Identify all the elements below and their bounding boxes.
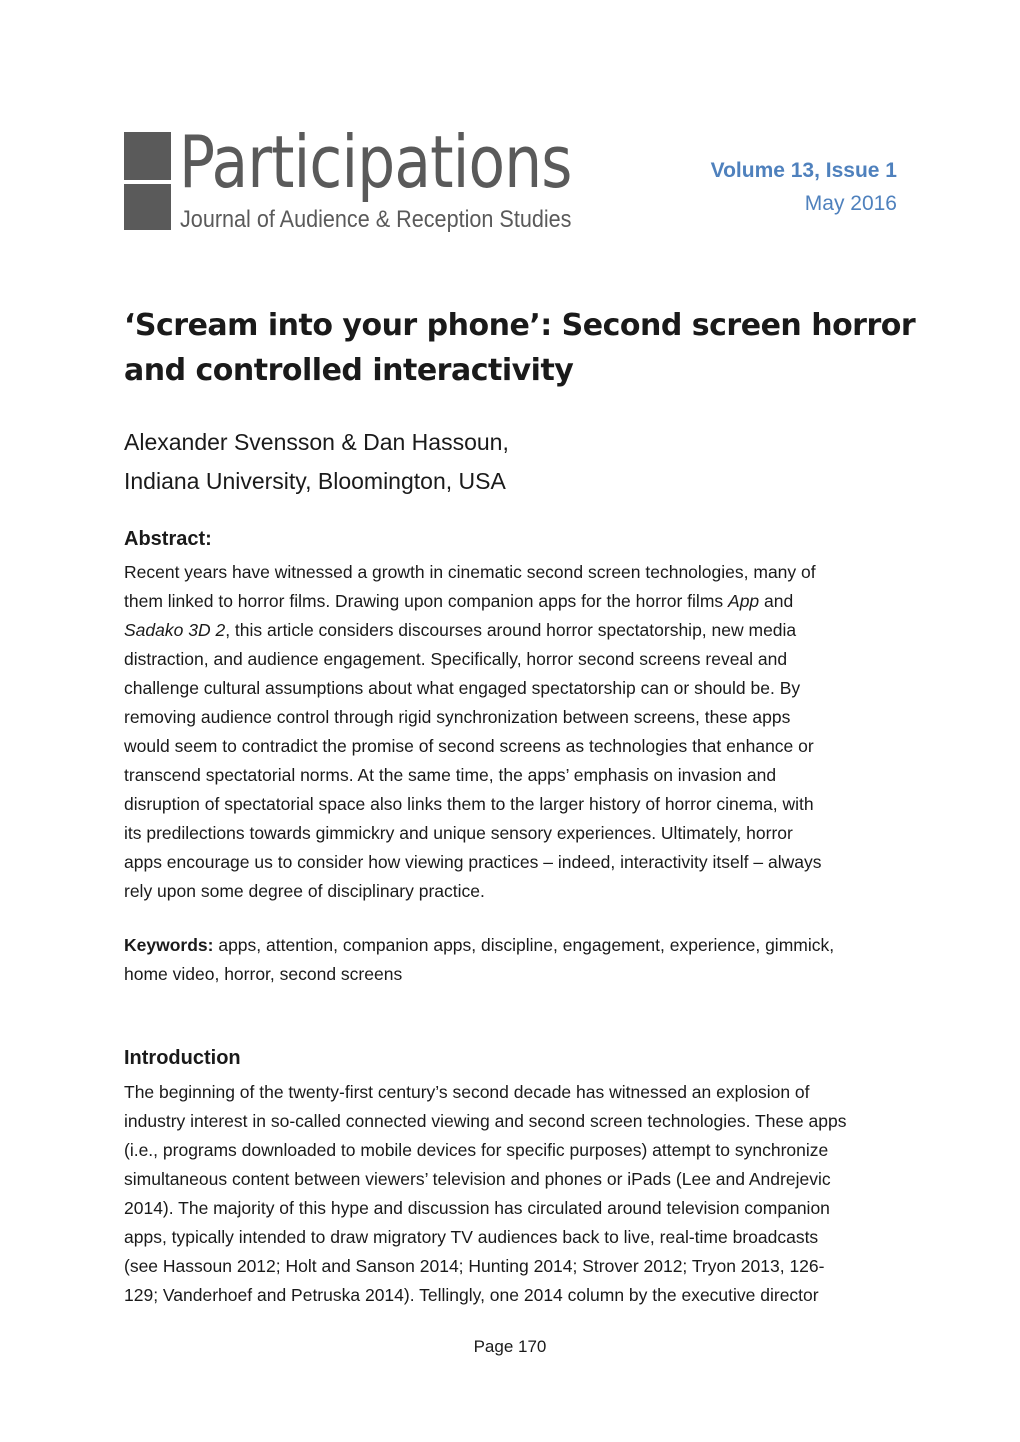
abstract-body (124, 558, 821, 906)
logo-square-icon (124, 184, 171, 230)
text-line: (see Hassoun 2012; Holt and Sanson 2014; Hunting 2014; Strover 2012; Tryon 2013, 126- (124, 1256, 825, 1276)
text-line: removing audience control through rigid synchronization between screens, these apps (124, 707, 791, 727)
text-line: Keywords: apps, attention, companion apps, discipline, engagement, experience, gimmick, (124, 935, 835, 955)
text-line: rely upon some degree of disciplinary practice. (124, 881, 485, 901)
text-line: 129; Vanderhoef and Petruska 2014). Tellingly, one 2014 column by the executive director (124, 1285, 819, 1305)
title-line: ‘Scream into your phone’: Second screen horror (124, 308, 916, 343)
text-line: industry interest in so-called connected viewing and second screen technologies. These apps (124, 1111, 847, 1131)
text-line: challenge cultural assumptions about what engaged spectatorship can or should be. By (124, 678, 801, 698)
text-line: (i.e., programs downloaded to mobile devices for specific purposes) attempt to synchronize (124, 1140, 829, 1160)
text-line: Recent years have witnessed a growth in cinematic second screen technologies, many of (124, 562, 816, 582)
text-line: distraction, and audience engagement. Specifically, horror second screens reveal and (124, 649, 788, 669)
author-names: Alexander Svensson & Dan Hassoun, (124, 429, 509, 455)
journal-subtitle: Journal of Audience & Reception Studies (180, 206, 572, 233)
article-title (124, 303, 915, 393)
text-line: them linked to horror films. Drawing upon companion apps for the horror films App and (124, 591, 794, 611)
author-affiliation: Indiana University, Bloomington, USA (124, 468, 506, 494)
logo-square-icon (124, 132, 171, 180)
text-line: its predilections towards gimmickry and unique sensory experiences. Ultimately, horror (124, 823, 793, 843)
text-line: The beginning of the twenty-first century’s second decade has witnessed an explosion of (124, 1082, 810, 1102)
title-line: and controlled interactivity (124, 353, 574, 388)
keywords-label: Keywords: (124, 935, 214, 955)
abstract-heading: Abstract: (124, 528, 212, 550)
text-line: home video, horror, second screens (124, 964, 403, 984)
text-line: apps encourage us to consider how viewing practices – indeed, interactivity itself – always (124, 852, 822, 872)
text-line: would seem to contradict the promise of second screens as technologies that enhance or (124, 736, 814, 756)
introduction-heading: Introduction (124, 1047, 241, 1069)
text-line: 2014). The majority of this hype and discussion has circulated around television companion (124, 1198, 830, 1218)
keywords (124, 931, 834, 989)
text-line: transcend spectatorial norms. At the same time, the apps’ emphasis on invasion and (124, 765, 777, 785)
page-number: Page 170 (473, 1337, 547, 1356)
journal-name: Participations (179, 120, 572, 204)
issue-date: May 2016 (804, 192, 897, 215)
text-line: disruption of spectatorial space also links them to the larger history of horror cinema, with (124, 794, 814, 814)
text-line: simultaneous content between viewers’ television and phones or iPads (Lee and Andrejevic (124, 1169, 831, 1189)
volume-issue: Volume 13, Issue 1 (710, 159, 897, 182)
text-line: apps, typically intended to draw migratory TV audiences back to live, real-time broadcasts (124, 1227, 819, 1247)
introduction-body (124, 1078, 846, 1310)
issue-info (711, 154, 897, 220)
authors (124, 423, 509, 501)
text-line: Sadako 3D 2, this article considers discourses around horror spectatorship, new media (124, 620, 797, 640)
